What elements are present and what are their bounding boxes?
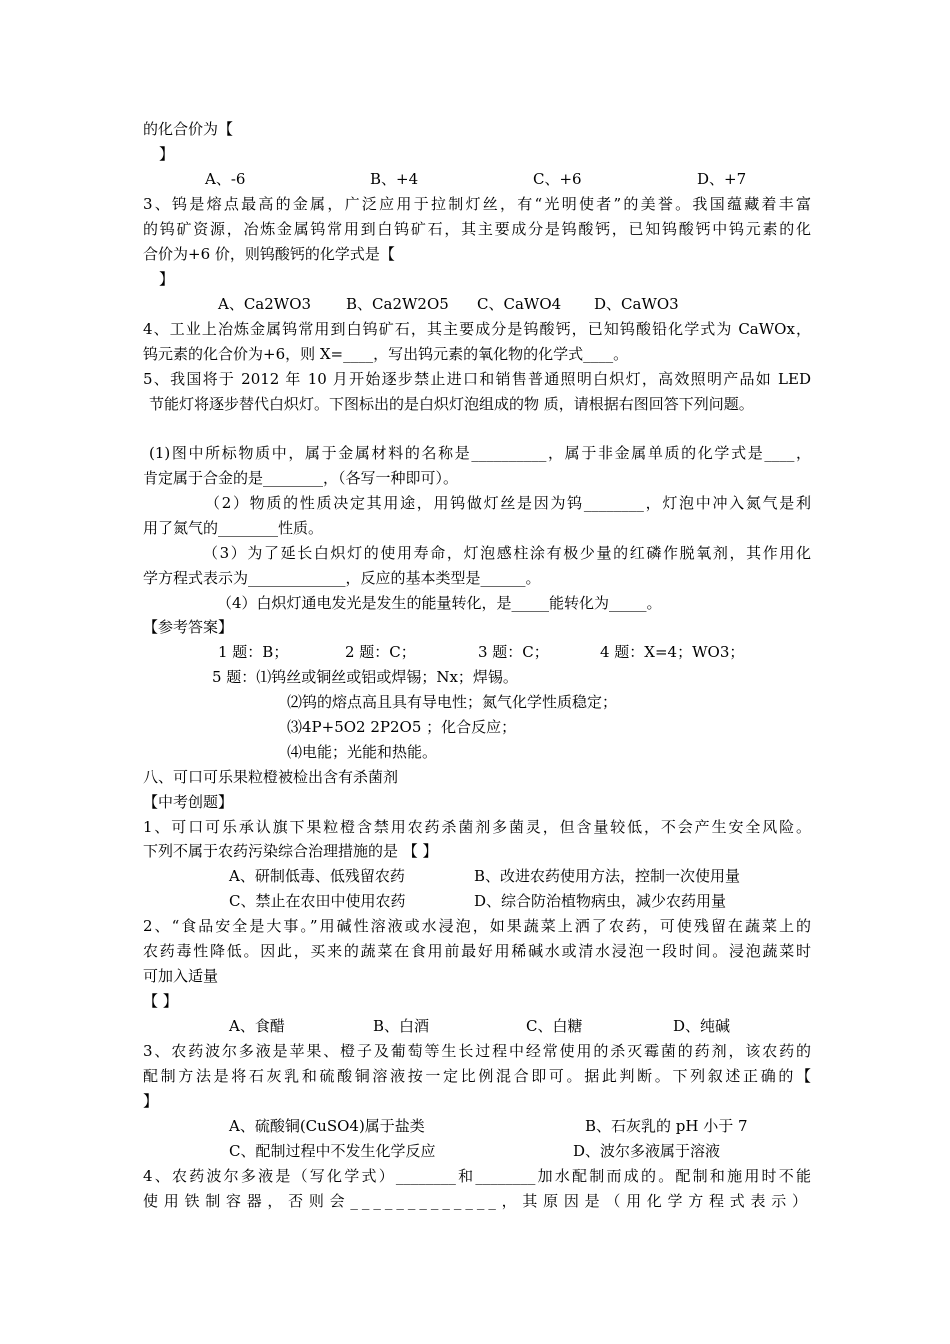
answer-line: ⑵钨的熔点高且具有导电性；氮气化学性质稳定；: [287, 693, 618, 711]
option-c: C、+6: [533, 170, 582, 188]
answer-item: 2 题：C；: [345, 643, 416, 661]
text-line: （4）白炽灯通电发光是发生的能量转化，是_____能转化为_____。: [217, 594, 662, 612]
text-line: 可加入适量: [143, 967, 219, 985]
answer-line: ⑶4P+5O2 2P2O5 ；化合反应；: [287, 718, 517, 736]
option-d: D、波尔多液属于溶液: [573, 1142, 721, 1160]
answer-line: 5 题：⑴钨丝或铜丝或铝或焊锡；Nx；焊锡。: [212, 668, 518, 686]
text-line: 下列不属于农药污染综合治理措施的是 【 】: [143, 842, 438, 860]
section-heading: 八、可口可乐果粒橙被检出含有杀菌剂: [143, 768, 399, 786]
text-line: 3、农药波尔多液是苹果、橙子及葡萄等生长过程中经常使用的杀灭霉菌的药剂，该农药的: [143, 1042, 811, 1060]
bracket-line: 】: [159, 145, 175, 163]
option-a: A、研制低毒、低残留农药: [229, 867, 405, 885]
answer-item: 4 题：X=4；WO3；: [600, 643, 745, 661]
text-line: (1)图中所标物质中，属于金属材料的名称是__________，属于非金属单质的化学式是____，: [149, 444, 811, 462]
option-a: A、-6: [205, 170, 246, 188]
answer-line: ⑷电能；光能和热能。: [287, 743, 438, 761]
text-line: 的钨矿资源，冶炼金属钨常用到白钨矿石，其主要成分是钨酸钙，已知钨酸钙中钨元素的化: [143, 220, 811, 238]
text-line: 使用铁制容器，否则会_____________，其原因是（用化学方程式表示）: [143, 1192, 811, 1210]
text-line: 用了氮气的________性质。: [143, 519, 324, 537]
section-heading: 【参考答案】: [143, 618, 234, 636]
text-line: 的化合价为【: [143, 120, 234, 138]
text-line: （2）物质的性质决定其用途，用钨做灯丝是因为钨________，灯泡中冲入氮气是利: [205, 494, 811, 512]
option-c: C、禁止在农田中使用农药: [229, 892, 406, 910]
bracket-line: 】: [159, 270, 175, 288]
option-b: B、+4: [370, 170, 419, 188]
text-line: 合价为+6 价，则钨酸钙的化学式是【: [143, 245, 395, 263]
text-line: 4、工业上冶炼金属钨常用到白钨矿石，其主要成分是钨酸钙，已知钨酸铅化学式为 CaWOx，: [143, 320, 811, 338]
option-d: D、CaWO3: [594, 295, 679, 313]
text-line: 4、农药波尔多液是（写化学式）________和________加水配制而成的。配制和施用时不能: [143, 1167, 811, 1185]
text-line: 肯定属于合金的是________，（各写一种即可）。: [143, 469, 459, 487]
text-line: 钨元素的化合价为+6，则 X=____，写出钨元素的氧化物的化学式____。: [143, 345, 629, 363]
text-line: 配制方法是将石灰乳和硫酸铜溶液按一定比例混合即可。据此判断。下列叙述正确的【: [143, 1067, 811, 1085]
option-c: C、白糖: [526, 1017, 583, 1035]
text-line: 3、钨是熔点最高的金属，广泛应用于拉制灯丝，有“光明使者”的美誉。我国蕴藏着丰富: [143, 195, 811, 213]
text-line: （3）为了延长白炽灯的使用寿命，灯泡感柱涂有极少量的红磷作脱氧剂，其作用化: [203, 544, 811, 562]
option-d: D、纯碱: [673, 1017, 731, 1035]
option-d: D、+7: [697, 170, 747, 188]
option-c: C、CaWO4: [477, 295, 562, 313]
option-b: B、Ca2W2O5: [346, 295, 449, 313]
option-d: D、综合防治植物病虫，减少农药用量: [474, 892, 727, 910]
option-c: C、配制过程中不发生化学反应: [229, 1142, 436, 1160]
answer-item: 1 题：B；: [218, 643, 289, 661]
option-a: A、食醋: [229, 1017, 285, 1035]
option-b: B、石灰乳的 pH 小于 7: [585, 1117, 748, 1135]
text-line: 1、可口可乐承认旗下果粒橙含禁用农药杀菌剂多菌灵，但含量较低，不会产生安全风险。: [143, 818, 811, 836]
bracket-line: 】: [143, 1092, 159, 1110]
bracket-line: 【 】: [143, 992, 178, 1010]
option-a: A、硫酸铜(CuSO4)属于盐类: [229, 1117, 425, 1135]
text-line: 2、“食品安全是大事。”用碱性溶液或水浸泡，如果蔬菜上洒了农药，可使残留在蔬菜上的: [143, 917, 811, 935]
option-a: A、Ca2WO3: [218, 295, 312, 313]
option-b: B、白酒: [373, 1017, 430, 1035]
section-heading: 【中考创题】: [143, 793, 234, 811]
text-line: 农药毒性降低。因此，买来的蔬菜在食用前最好用稀碱水或清水浸泡一段时间。浸泡蔬菜时: [143, 942, 811, 960]
text-line: 学方程式表示为_____________，反应的基本类型是______。: [143, 569, 541, 587]
answer-item: 3 题：C；: [478, 643, 549, 661]
text-line: 5、我国将于 2012 年 10 月开始逐步禁止进口和销售普通照明白炽灯，高效照明产品如 LED: [143, 370, 811, 388]
option-b: B、改进农药使用方法，控制一次使用量: [474, 867, 741, 885]
text-line: 节能灯将逐步替代白炽灯。下图标出的是白炽灯泡组成的物 质，请根据右图回答下列问题。: [149, 395, 754, 413]
